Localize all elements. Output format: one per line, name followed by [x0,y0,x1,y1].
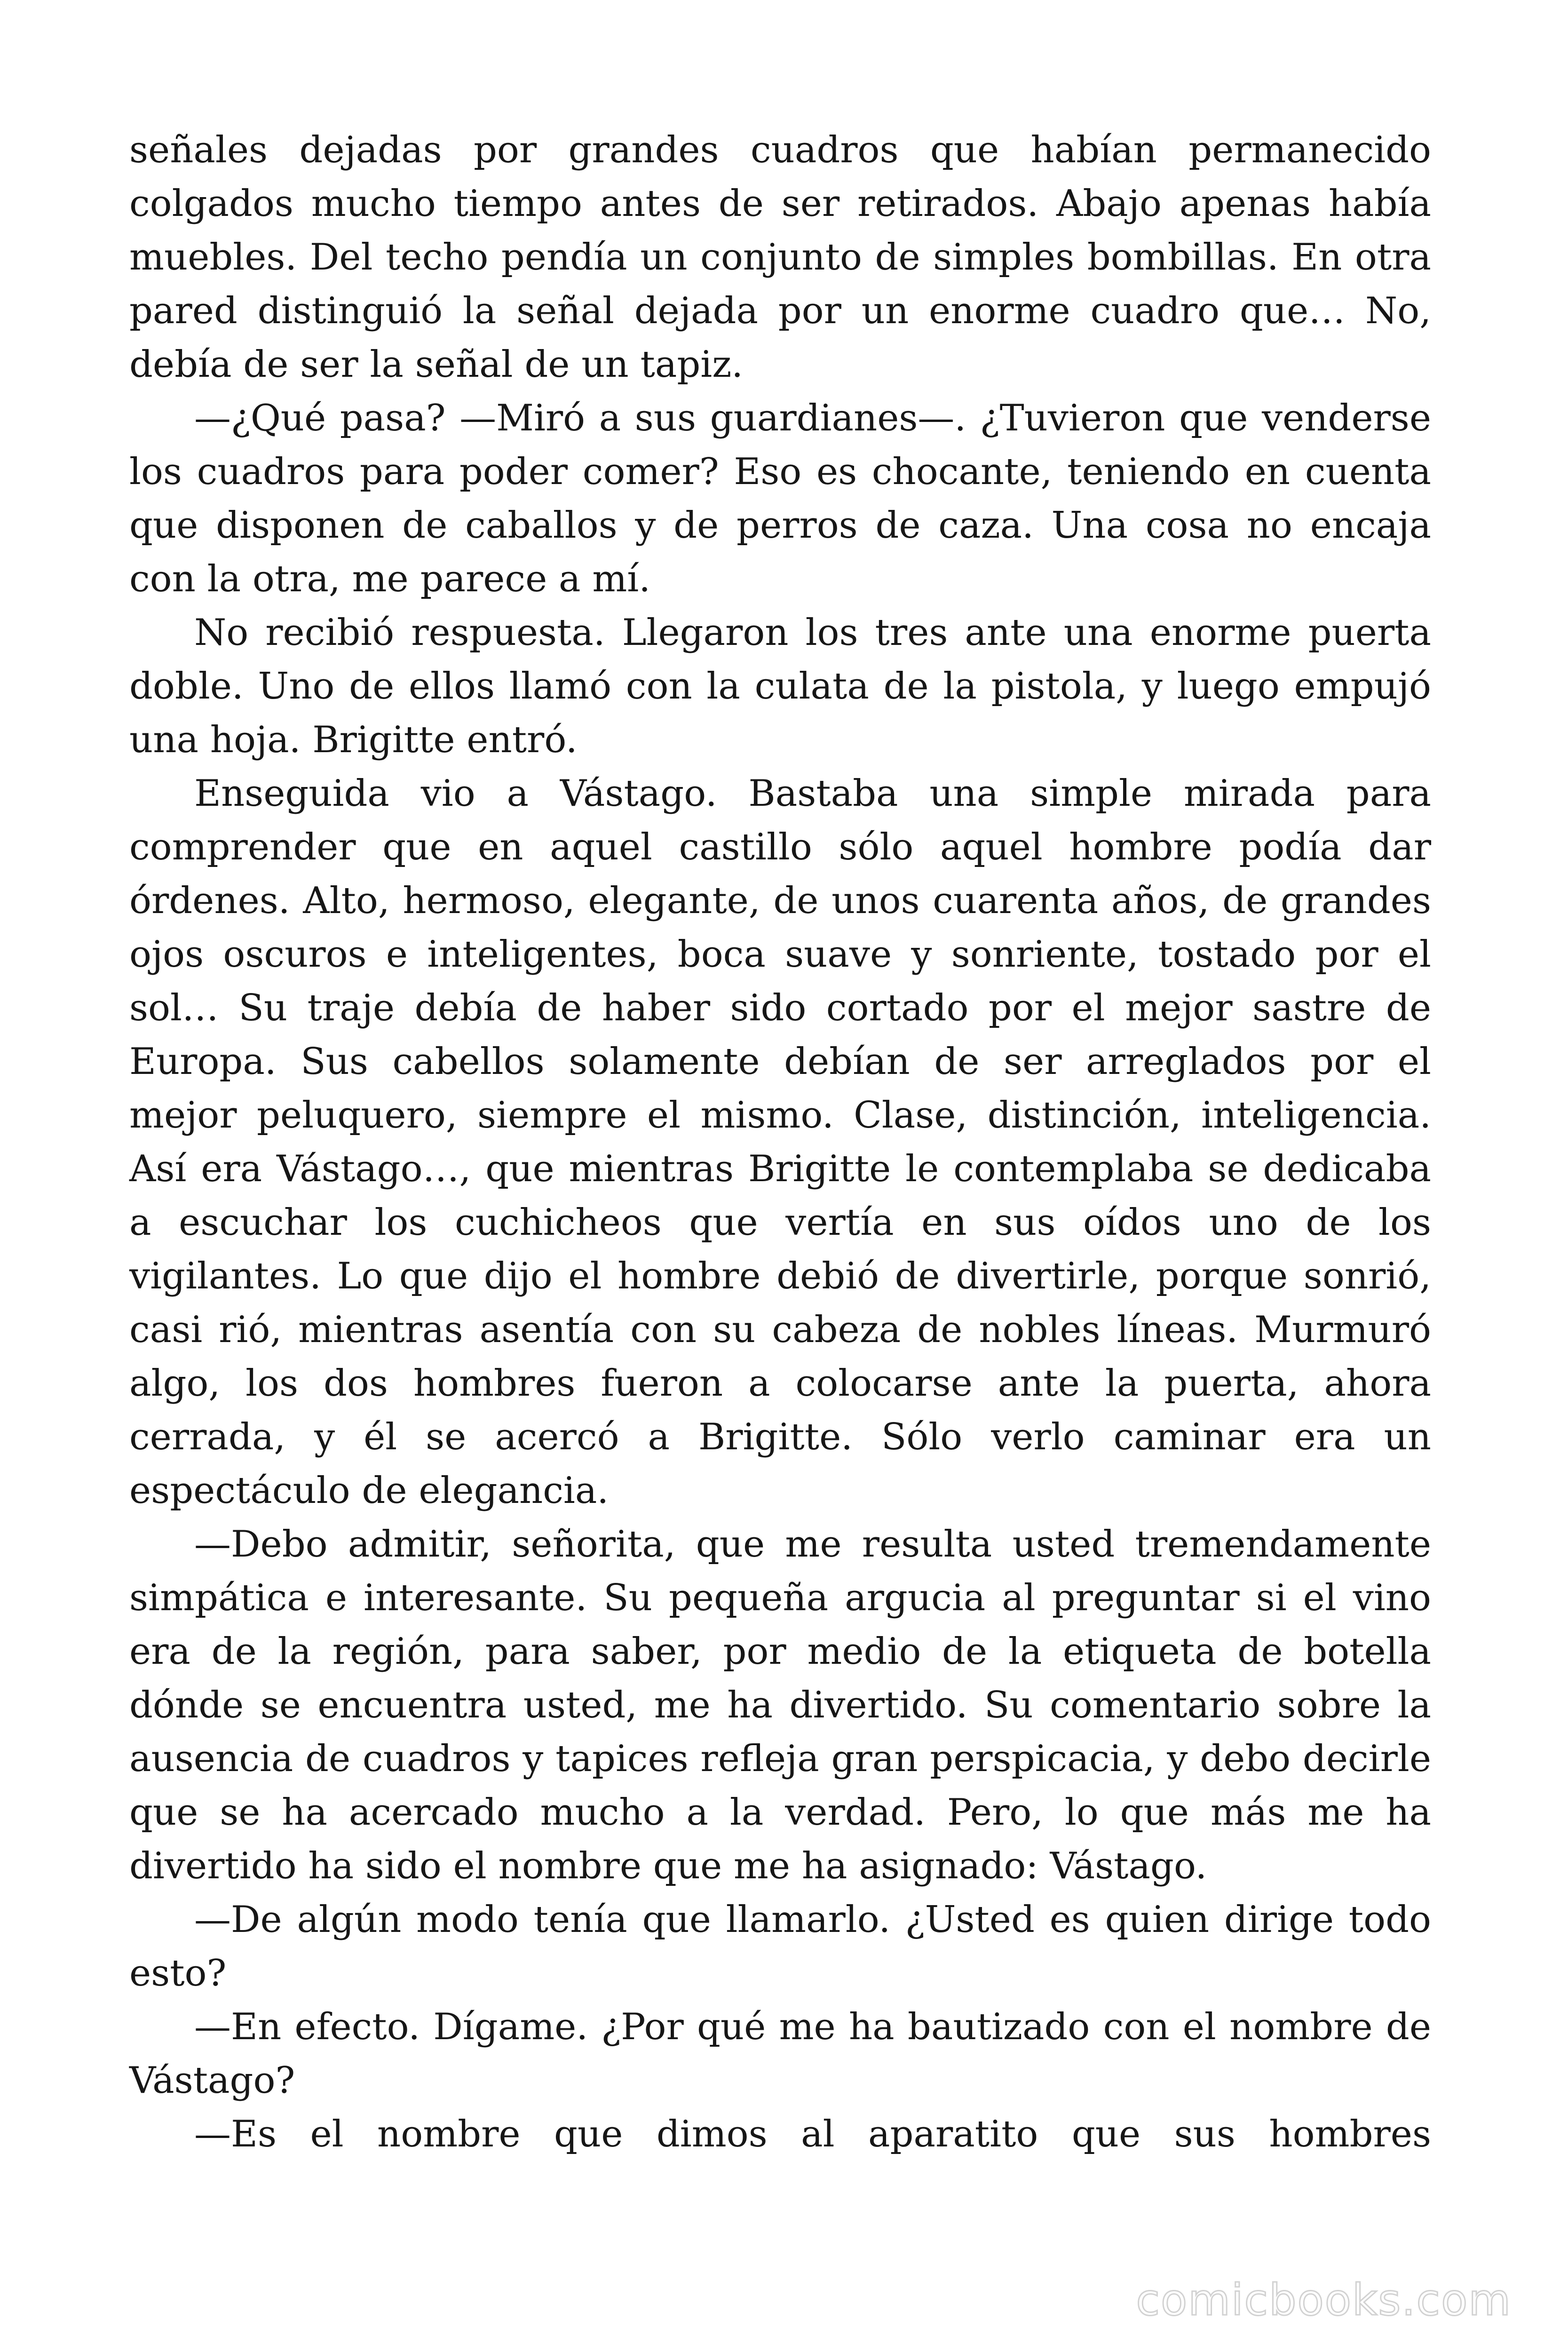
paragraph-1: señales dejadas por grandes cuadros que habían permanecido colgados mucho tiempo antes de ser retirados. Abajo apenas había muebles. Del techo pendía un conjunto de simples bombillas. En otra pared distinguió la señal dejada por un enorme cuadro que… No, debía de ser la señal de un tapiz. [129,129,1431,386]
paragraph-7: —En efecto. Dígame. ¿Por qué me ha bautizado con el nombre de Vástago? [129,2006,1431,2102]
paragraph-6: —De algún modo tenía que llamarlo. ¿Usted es quien dirige todo esto? [129,1899,1431,1994]
paragraph-8: —Es el nombre que dimos al aparatito que sus hombres [194,2113,1431,2155]
paragraph-3: No recibió respuesta. Llegaron los tres ante una enorme puerta doble. Uno de ellos llamó con la culata de la pistola, y luego empujó una hoja. Brigitte entró. [129,612,1431,761]
watermark: comicbooks.com [1136,2275,1512,2325]
paragraph-4: Enseguida vio a Vástago. Bastaba una simple mirada para comprender que en aquel castillo sólo aquel hombre podía dar órdenes. Alto, hermoso, elegante, de unos cuarenta años, de grandes ojos oscuros e inteligentes, boca suave y sonriente, tostado por el sol… Su traje debía de haber sido cortado por el mejor sastre de Europa. Sus cabellos solamente debían de ser arreglados por el mejor peluquero, siempre el mismo. Clase, distinción, inteligencia. Así era Vástago…, que mientras Brigitte le contemplaba se dedicaba a escuchar los cuchicheos que vertía en sus oídos uno de los vigilantes. Lo que dijo el hombre debió de divertirle, porque sonrió, casi rió, mientras asentía con su cabeza de nobles líneas. Murmuró algo, los dos hombres fueron a colocarse ante la puerta, ahora cerrada, y él se acercó a Brigitte. Sólo verlo caminar era un espectáculo de elegancia. [129,772,1431,1512]
body-text [129,123,1431,2161]
paragraph-5: —Debo admitir, señorita, que me resulta usted tremendamente simpática e interesante. Su pequeña argucia al preguntar si el vino era de la región, para saber, por medio de la etiqueta de botella dónde se encuentra usted, me ha divertido. Su comentario sobre la ausencia de cuadros y tapices refleja gran perspicacia, y debo decirle que se ha acercado mucho a la verdad. Pero, lo que más me ha divertido ha sido el nombre que me ha asignado: Vástago. [129,1523,1431,1887]
paragraph-2: —¿Qué pasa? —Miró a sus guardianes—. ¿Tuvieron que venderse los cuadros para poder comer? Eso es chocante, teniendo en cuenta que disponen de caballos y de perros de caza. Una cosa no encaja con la otra, me parece a mí. [129,397,1431,600]
